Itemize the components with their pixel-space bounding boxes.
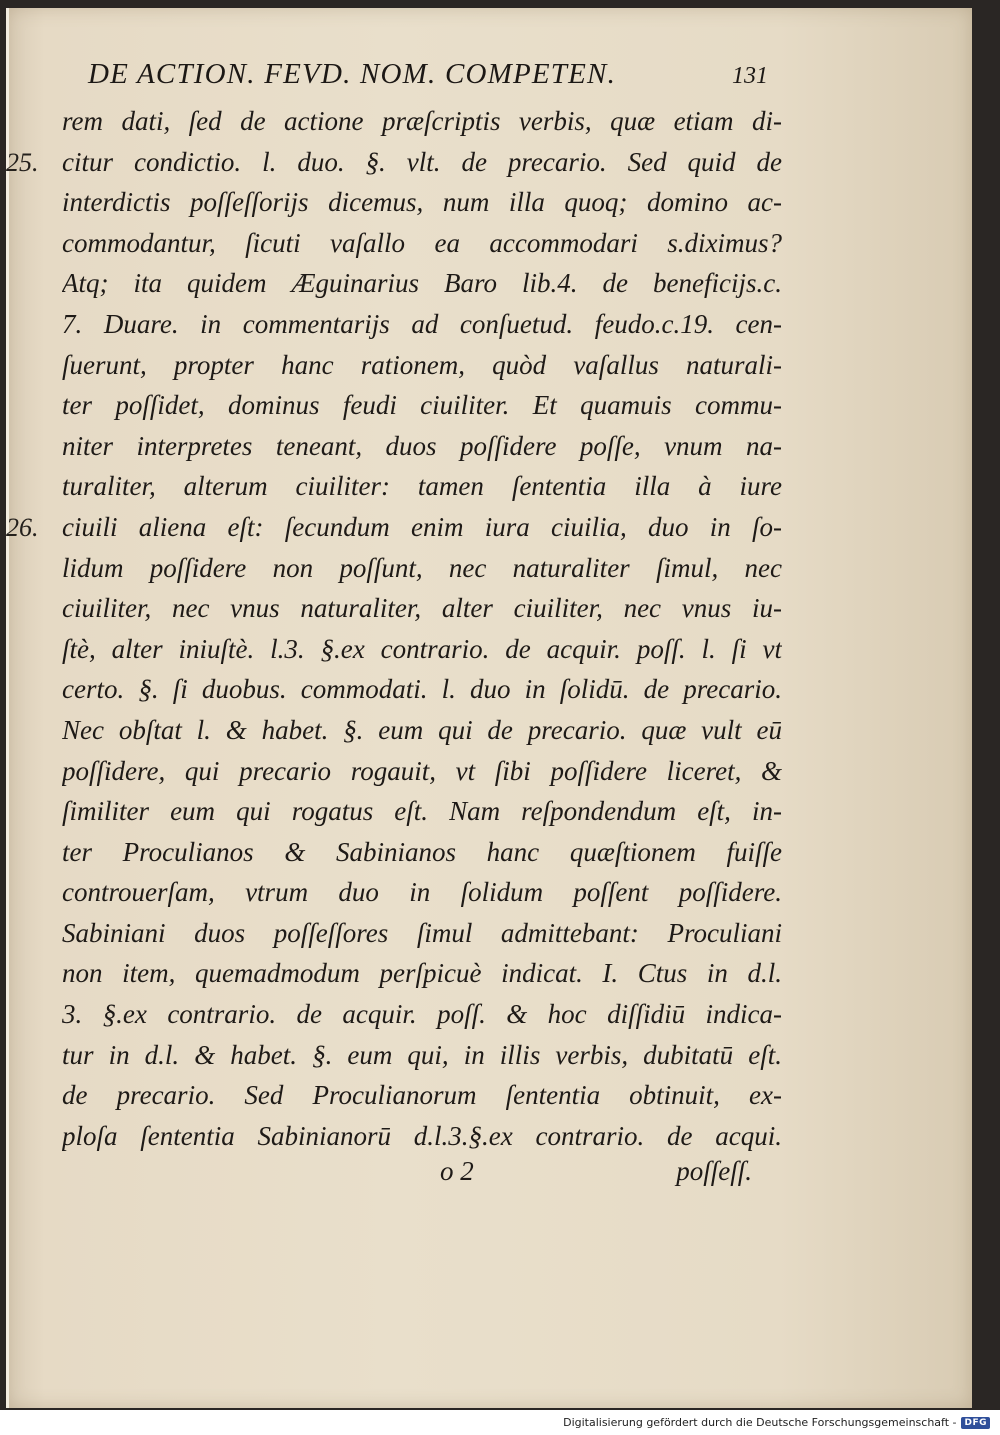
line-text: commodantur, ſicuti vaſallo ea accommodari s.diximus? <box>62 227 782 258</box>
line-text: interdictis poſſeſſorijs dicemus, num illa quoq; domino ac- <box>62 187 782 218</box>
text-line <box>62 791 782 832</box>
text-line <box>62 507 782 548</box>
line-text: ciuiliter, nec vnus naturaliter, alter ciuiliter, nec vnus iu- <box>62 593 782 624</box>
text-line <box>62 629 782 670</box>
line-text: ciuili aliena eſt: ſecundum enim iura ciuilia, duo in ſo- <box>62 511 782 542</box>
text-line <box>62 751 782 792</box>
text-line <box>62 588 782 629</box>
catchword: poſſeſſ. <box>676 1156 752 1186</box>
line-text: controuerſam, vtrum duo in ſolidum poſſent poſſidere. <box>62 877 782 908</box>
line-text: rem dati, ſed de actione præſcriptis verbis, quæ etiam di- <box>62 106 782 136</box>
text-line <box>62 142 782 183</box>
line-text: niter interpretes teneant, duos poſſidere poſſe, vnum na- <box>62 430 782 461</box>
text-line <box>62 466 782 507</box>
text-line <box>62 101 782 142</box>
line-text: citur condictio. l. duo. §. vlt. de precario. Sed quid de <box>62 146 782 177</box>
page-number: 131 <box>732 63 768 89</box>
line-text: ploſa ſententia Sabinianorū d.l.3.§.ex contrario. de acqui. <box>62 1120 782 1151</box>
line-text: Nec obſtat l. & habet. §. eum qui de precario. quæ vult eū <box>62 714 782 745</box>
dfg-logo: DFG <box>961 1417 990 1429</box>
text-line <box>62 913 782 954</box>
line-text: poſſidere, qui precario rogauit, vt ſibi poſſidere liceret, & <box>62 755 782 786</box>
running-head-title: DE ACTION. FEVD. NOM. COMPETEN. <box>88 58 617 90</box>
signature-mark: o 2 <box>440 1156 474 1186</box>
text-line <box>62 345 782 386</box>
text-line <box>62 304 782 345</box>
body-text <box>62 101 782 1156</box>
page-footer <box>440 1156 760 1200</box>
line-text: non item, quemadmodum perſpicuè indicat. I. Ctus in d.l. <box>62 958 782 989</box>
text-line <box>62 263 782 304</box>
credit-bar <box>0 1410 1000 1435</box>
line-text: ſtè, alter iniuſtè. l.3. §.ex contrario. de acquir. poſſ. l. ſi vt <box>62 633 782 664</box>
running-head <box>88 58 768 98</box>
text-line <box>62 953 782 994</box>
text-line <box>62 548 782 589</box>
text-line <box>62 669 782 710</box>
text-line <box>62 994 782 1035</box>
text-line <box>62 182 782 223</box>
line-text: ter Proculianos & Sabinianos hanc quæſtionem fuiſſe <box>62 836 782 867</box>
line-text: Atq; ita quidem Æguinarius Baro lib.4. de beneficijs.c. <box>62 268 782 299</box>
text-line <box>62 1116 782 1157</box>
line-text: ſuerunt, propter hanc rationem, quòd vaſallus naturali- <box>62 349 782 380</box>
text-line <box>62 1075 782 1116</box>
text-line <box>62 1035 782 1076</box>
text-line <box>62 223 782 264</box>
line-text: Sabiniani duos poſſeſſores ſimul admittebant: Proculiani <box>62 917 782 948</box>
line-text: certo. §. ſi duobus. commodati. l. duo in ſolidū. de precario. <box>62 674 782 705</box>
text-line <box>62 710 782 751</box>
line-text: 7. Duare. in commentarijs ad conſuetud. feudo.c.19. cen- <box>62 308 782 339</box>
text-line <box>62 872 782 913</box>
line-text: turaliter, alterum ciuiliter: tamen ſententia illa à iure <box>62 471 782 502</box>
line-text: 3. §.ex contrario. de acquir. poſſ. & hoc diſſidiū indica- <box>62 999 782 1030</box>
line-text: tur in d.l. & habet. §. eum qui, in illis verbis, dubitatū eſt. <box>62 1039 782 1070</box>
line-text: lidum poſſidere non poſſunt, nec naturaliter ſimul, nec <box>62 552 782 583</box>
text-line <box>62 426 782 467</box>
line-text: ſimiliter eum qui rogatus eſt. Nam reſpondendum eſt, in- <box>62 796 782 827</box>
line-text: de precario. Sed Proculianorum ſententia obtinuit, ex- <box>62 1080 782 1111</box>
line-text: ter poſſidet, dominus feudi ciuiliter. Et quamuis commu- <box>62 390 782 421</box>
text-line <box>62 832 782 873</box>
credit-text: Digitalisierung gefördert durch die Deutsche Forschungsgemeinschaft - <box>563 1416 957 1429</box>
text-line <box>62 385 782 426</box>
